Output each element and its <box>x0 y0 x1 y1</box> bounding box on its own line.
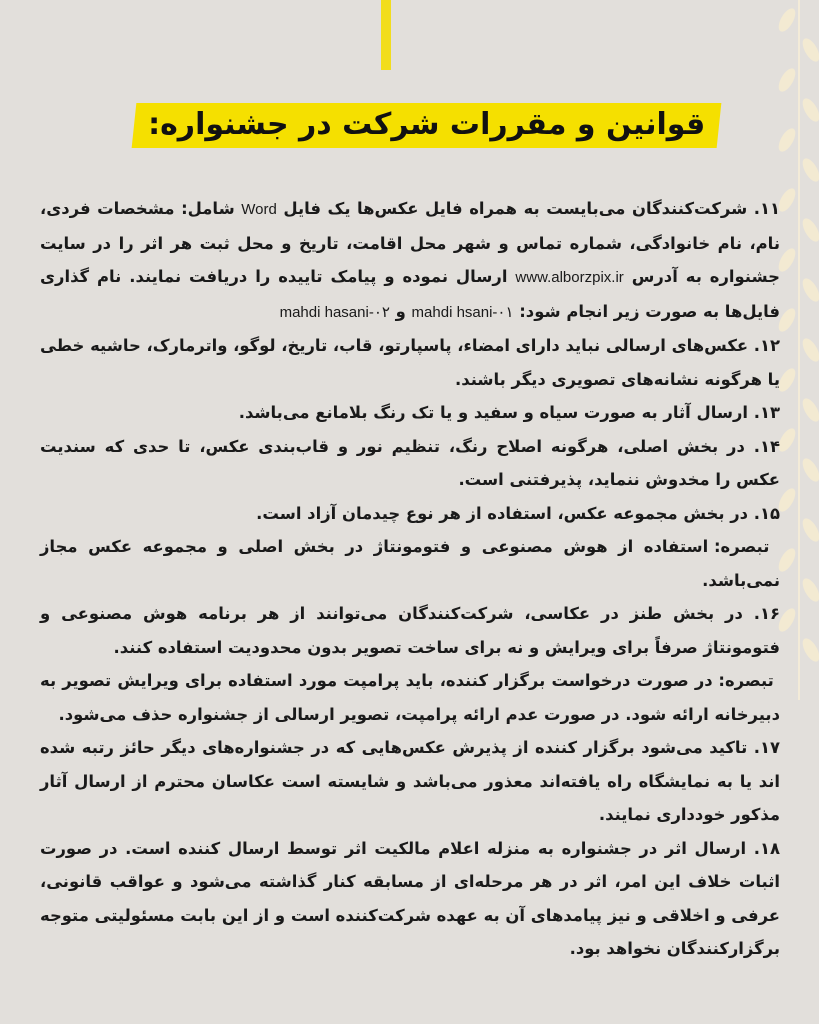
rule-paragraph <box>40 192 780 329</box>
rule-text: در بخش اصلی، هرگونه اصلاح رنگ، تنظیم نور و قاب‌بندی عکس، تا حدی که سندیت عکس را مخدوش ننماید، پذیرفتنی است. <box>40 436 780 489</box>
rule-text: ارسال نموده و پیامک تاییده را دریافت نمایند. نام گذاری فایل‌ها به صورت زیر انجام شود: <box>40 267 780 321</box>
rule-paragraph <box>40 497 780 531</box>
rule-text: ارسال اثر در جشنواره به منزله اعلام مالکیت اثر توسط ارسال کننده است. در صورت اثبات خلاف این امر، اثر در هر مرحله‌ای از مسابقه کنار گذاشته می‌شود و عواقب قانونی، عرفی و اخلاقی و نیز پیامدهای آن به عهده شرکت‌کننده است و از این بابت مسئولیتی متوجه برگزارکنندگان نخواهد بود. <box>40 838 780 958</box>
latin-text: www.alborzpix.ir <box>515 269 624 286</box>
rule-paragraph <box>40 832 780 966</box>
rule-text: و <box>389 301 412 321</box>
rule-number: ۱۴. <box>744 436 780 456</box>
latin-text: mahdi hsani-۰۱ <box>411 303 514 321</box>
title-banner <box>134 103 719 148</box>
rule-number: ۱۶. <box>742 604 780 623</box>
rule-text: در بخش مجموعه عکس، استفاده از هر نوع چیدمان آزاد است. <box>256 503 749 523</box>
rule-text: در بخش طنز در عکاسی، شرکت‌کنندگان می‌توانند از هر برنامه هوش مصنوعی و فتومونتاژ صرفاً برای ویرایش و نه برای ساخت تصویر بدون محدودیت استفاده کنند. <box>40 604 780 657</box>
rule-number: ۱۳. <box>748 403 780 422</box>
rule-text: عکس‌های ارسالی نباید دارای امضاء، پاسپارتو، قاب، تاریخ، لوگو، واترمارک، حاشیه خطی یا هرگونه نشانه‌های تصویری دیگر باشند. <box>40 336 780 389</box>
rule-paragraph <box>40 329 780 396</box>
rule-text: تاکید می‌شود برگزار کننده از پذیرش عکس‌هایی که در جشنواره‌های دیگر حائز رتبه شده اند یا به نمایشگاه راه یافته‌اند معذور می‌باشد و شایسته است عکاسان محترم از ارسال آثار مذکور خودداری نمایند. <box>40 738 780 824</box>
rule-paragraph <box>40 731 780 832</box>
latin-text: Word <box>241 201 277 218</box>
rules-list <box>40 192 780 966</box>
rule-number: ۱۷. <box>747 738 780 757</box>
rule-number: ۱۸. <box>746 838 781 858</box>
latin-text: mahdi hasani-۰۲ <box>279 303 390 321</box>
rule-text: شامل: مشخصات فردی، نام، نام خانوادگی، شماره تماس و شهر محل اقامت، تاریخ و محل ثبت هر اثر را در سایت جشنواره به آدرس <box>40 199 780 286</box>
rule-paragraph <box>40 396 780 430</box>
note-paragraph <box>40 664 780 731</box>
rule-text: شرکت‌کنندگان می‌بایست به همراه فایل عکس‌ها یک فایل <box>276 199 748 218</box>
note-paragraph <box>40 530 780 597</box>
rule-number: ۱۵. <box>748 503 780 523</box>
rule-text: تبصره: در صورت درخواست برگزار کننده، باید پرامپت مورد استفاده برای ویرایش تصویر به دبیرخانه ارائه شود. در صورت عدم ارائه پرامپت، تصویر ارسالی از جشنواره حذف می‌شود. <box>40 671 780 724</box>
page-title: قوانین و مقررات شرکت در جشنواره: <box>147 107 706 142</box>
rule-number: ۱۱. <box>747 199 781 218</box>
rule-paragraph <box>40 430 780 497</box>
rule-number: ۱۲. <box>748 336 780 355</box>
rule-paragraph <box>40 597 780 664</box>
rule-text: تبصره: استفاده از هوش مصنوعی و فتومونتاژ در بخش اصلی و مجموعه عکس مجاز نمی‌باشد. <box>40 537 780 590</box>
decorative-yellow-line <box>381 0 391 70</box>
rule-text: ارسال آثار به صورت سیاه و سفید و یا تک رنگ بلامانع می‌باشد. <box>238 403 749 422</box>
